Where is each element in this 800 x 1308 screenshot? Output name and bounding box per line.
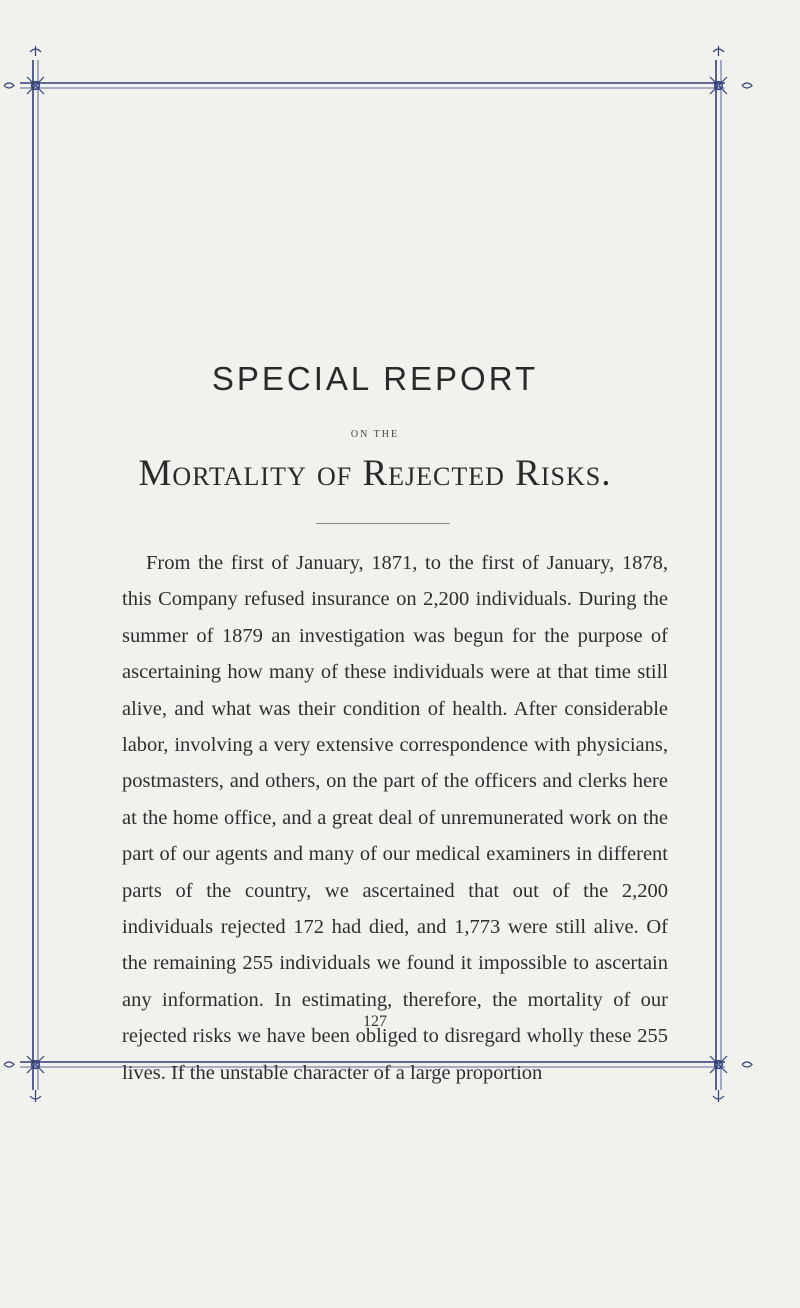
report-subtitle: ON THE xyxy=(350,429,400,440)
body-paragraph: From the first of January, 1871, to the first of January, 1878, this Company refused insurance on 2,200 individuals. During the summer of 1879 an investigation was begun for the purpose of ascertaining how many of these individuals were at that time still alive, and what was their condition of health. After considerable labor, involving a very extensive correspondence with physicians, postmasters, and others, on the part of the officers and clerks here at the home office, and a great deal of unremunerated work on the part of our agents and many of our medical examiners in different parts of the country, we ascertained that out of the 2,200 individuals rejected 172 had died, and 1,773 were still alive. Of the remaining 255 individuals we found it impossible to ascertain any information. In estimating, therefore, the mortality of our rejected risks we have been obliged to disregard wholly these 255 lives. If the unstable character of a large proportion xyxy=(122,552,668,1084)
report-heading: Mortality of Rejected Risks. xyxy=(138,453,612,494)
report-title: SPECIAL REPORT xyxy=(211,360,539,397)
heading-divider xyxy=(316,523,450,524)
page-number: 127 xyxy=(363,1013,387,1030)
